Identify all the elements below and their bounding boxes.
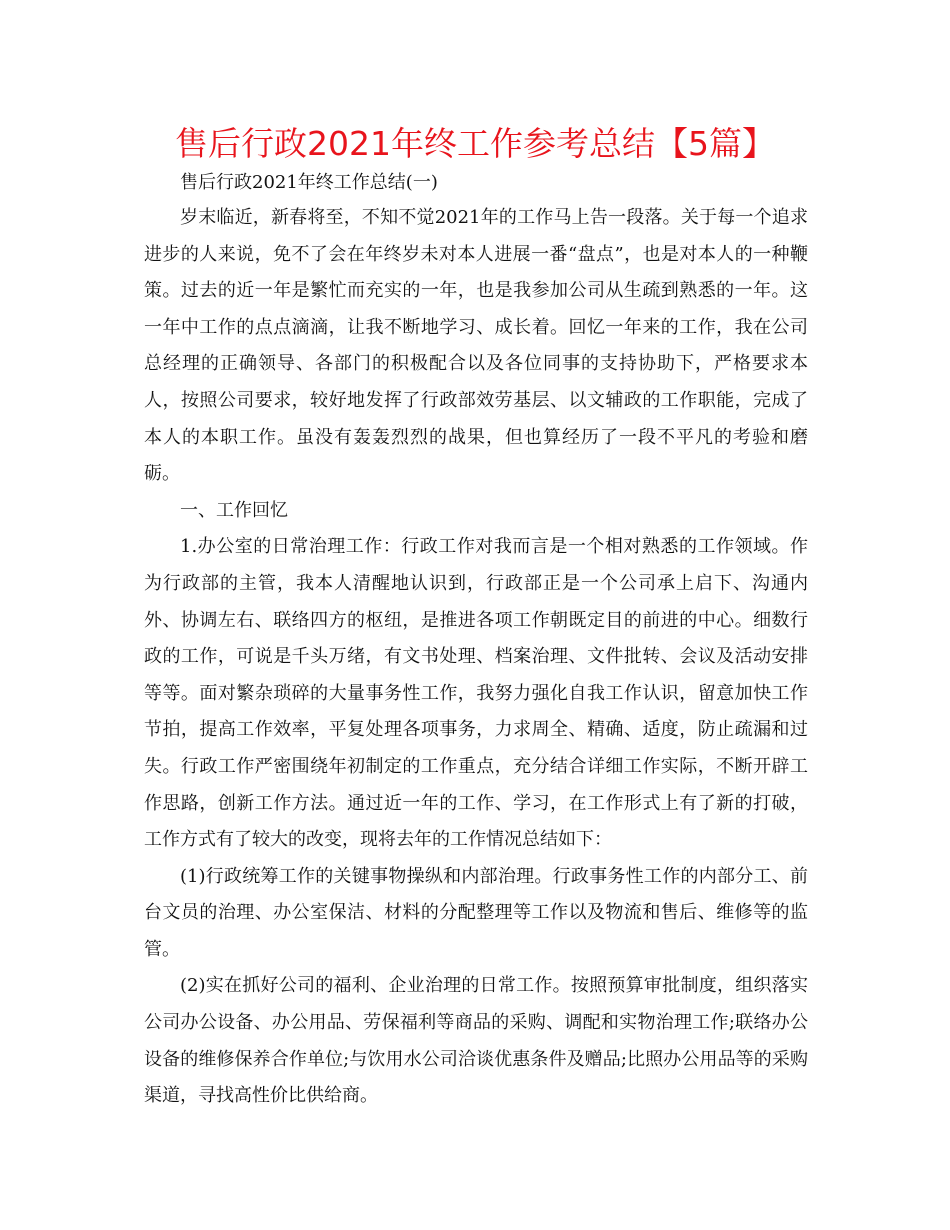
document-body bbox=[144, 168, 808, 1115]
intro-paragraph: 岁末临近，新春将至，不知不觉2021年的工作马上告一段落。关于每一个追求进步的人来说，免不了会在年终岁未对本人进展一番“盘点”，也是对本人的一种鞭策。过去的近一年是繁忙而充实的一年，也是我参加公司从生疏到熟悉的一年。这一年中工作的点点滴滴，让我不断地学习、成长着。回忆一年来的工作，我在公司总经理的正确领导、各部门的积极配合以及各位同事的支持协助下，严格要求本人，按照公司要求，较好地发挥了行政部效劳基层、以文辅政的工作职能，完成了本人的本职工作。虽没有轰轰烈烈的战果，但也算经历了一段不平凡的考验和磨砺。 bbox=[144, 207, 808, 485]
section-heading: 一、工作回忆 bbox=[180, 499, 288, 521]
list-item-2: (2)实在抓好公司的福利、企业治理的日常工作。按照预算审批制度，组织落实公司办公设备、办公用品、劳保福利等商品的采购、调配和实物治理工作;联络办公设备的维修保养合作单位;与饮用水公司洽谈优惠条件及赠品;比照办公用品等的采购渠道，寻找高性价比供给商。 bbox=[144, 975, 808, 1107]
section-subtitle: 售后行政2021年终工作总结(一) bbox=[180, 172, 438, 193]
list-item-1: (1)行政统筹工作的关键事物操纵和内部治理。行政事务性工作的内部分工、前台文员的治理、办公室保洁、材料的分配整理等工作以及物流和售后、维修等的监管。 bbox=[144, 865, 808, 960]
document-title: 售后行政2021年终工作参考总结【5篇】 bbox=[175, 124, 775, 163]
body-paragraph: 1.办公室的日常治理工作：行政工作对我而言是一个相对熟悉的工作领域。作为行政部的主管，我本人清醒地认识到，行政部正是一个公司承上启下、沟通内外、协调左右、联络四方的枢纽，是推进各项工作朝既定目的前进的中心。细数行政的工作，可说是千头万绪，有文书处理、档案治理、文件批转、会议及活动安排等等。面对繁杂琐碎的大量事务性工作，我努力强化自我工作认识，留意加快工作节拍，提高工作效率，平复处理各项事务，力求周全、精确、适度，防止疏漏和过失。行政工作严密围绕年初制定的工作重点，充分结合详细工作实际，不断开辟工作思路，创新工作方法。通过近一年的工作、学习，在工作形式上有了新的打破，工作方式有了较大的改变，现将去年的工作情况总结如下： bbox=[144, 536, 808, 851]
